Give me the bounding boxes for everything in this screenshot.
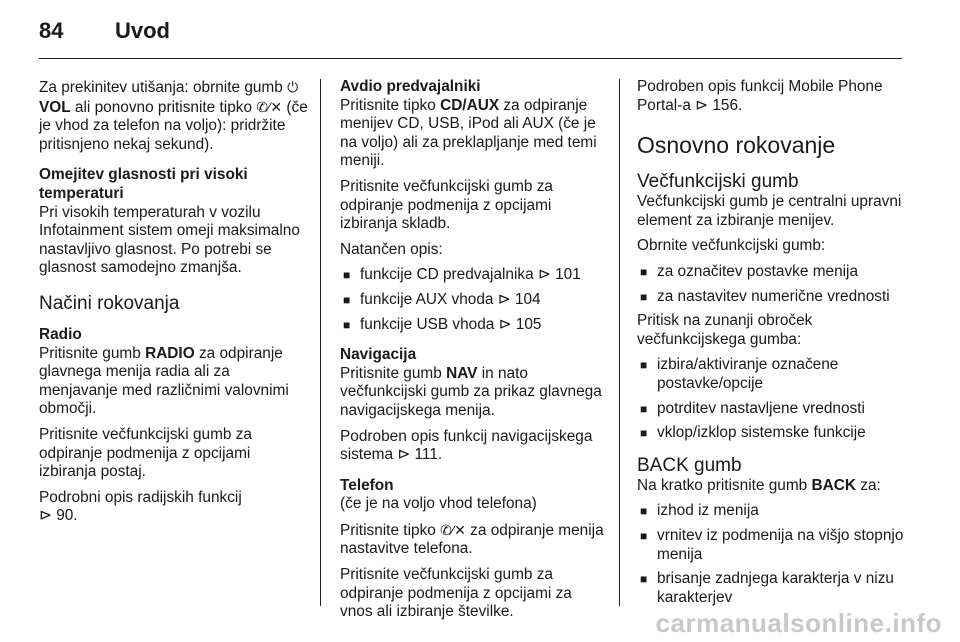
page-ref-link[interactable]: 156. bbox=[712, 96, 743, 114]
list-item: ■ potrditev nastavljene vrednosti bbox=[637, 400, 905, 419]
page-ref-arrow-icon: ⊳ bbox=[497, 290, 511, 308]
page-ref-link[interactable]: 90. bbox=[56, 507, 78, 525]
section-heading-basic-operation: Osnovno rokovanje bbox=[637, 132, 836, 159]
heading-back-button: BACK gumb bbox=[637, 454, 742, 476]
list-item: ■ izbira/aktiviranje označene postavke/opcije bbox=[637, 356, 905, 393]
heading-navigation: Navigacija bbox=[340, 346, 417, 364]
phone-mute-icon: ✆⁄✕ bbox=[256, 98, 283, 115]
paragraph-press-ring: Pritisk na zunanji obroček večfunkcijskega gumba: bbox=[637, 312, 813, 348]
list-item: ■ funkcije USB vhoda ⊳ 105 bbox=[340, 316, 605, 335]
back-button-list bbox=[637, 502, 905, 607]
watermark: carmanualsonline.info bbox=[655, 608, 942, 638]
paragraph-phone-submenu: Pritisnite večfunkcijski gumb za odpiranje podmenija z opcijami za vnos ali izbiranje številke. bbox=[340, 566, 572, 621]
page-ref-arrow-icon: ⊳ bbox=[498, 315, 512, 333]
power-icon: ⏻ bbox=[287, 79, 299, 95]
paragraph-radio: Pritisnite gumb RADIO za odpiranje glavnega menija radia ali za menjavanje med različnimi valovnimi območji. bbox=[39, 344, 289, 418]
section-heading-operating-modes: Načini rokovanja bbox=[39, 292, 180, 314]
header-rule bbox=[39, 58, 902, 59]
page-ref-arrow-icon: ⊳ bbox=[537, 266, 551, 284]
heading-radio: Radio bbox=[39, 325, 82, 343]
list-item: ■ funkcije CD predvajalnika ⊳ 101 bbox=[340, 266, 605, 285]
audio-function-list bbox=[340, 266, 605, 334]
chapter-title: Uvod bbox=[115, 18, 170, 43]
list-item: ■ funkcije AUX vhoda ⊳ 104 bbox=[340, 291, 605, 310]
list-item: ■ brisanje zadnjega karakterja v nizu karakterjev bbox=[637, 570, 905, 607]
page-ref-link[interactable]: 104 bbox=[514, 290, 541, 308]
paragraph-radio-submenu: Pritisnite večfunkcijski gumb za odpiranje podmenija z opcijami izbiranja postaj. bbox=[39, 425, 252, 481]
paragraph-phone-key: Pritisnite tipko ✆⁄✕ za odpiranje menija nastavitve telefona. bbox=[340, 521, 604, 558]
phone-mute-icon: ✆⁄✕ bbox=[440, 521, 466, 538]
paragraph-cd-aux: Pritisnite tipko CD/AUX za odpiranje menijev CD, USB, iPod ali AUX (če je na voljo) ali za preklapljanje med temi meniji. bbox=[340, 96, 597, 170]
paragraph-unmute: Za prekinitev utišanja: obrnite gumb ⏻ VOL ali ponovno pritisnite tipko ✆⁄✕ (če je vhod za telefon na voljo): pridržite pritisnjeno nekaj sekund). bbox=[39, 79, 308, 153]
paragraph-radio-ref: Podrobni opis radijskih funkcij ⊳ 90. bbox=[39, 488, 242, 525]
paragraph-phone-availability: (če je na voljo vhod telefona) bbox=[340, 495, 537, 513]
column-3 bbox=[637, 78, 905, 613]
page-ref-link[interactable]: 101 bbox=[555, 266, 581, 284]
heading-audio-players: Avdio predvajalniki bbox=[340, 78, 481, 95]
paragraph-track-submenu: Pritisnite večfunkcijski gumb za odpiranje podmenija z opcijami izbiranja skladb. bbox=[340, 177, 553, 233]
list-item: ■ vrnitev iz podmenija na višjo stopnjo menija bbox=[637, 527, 905, 564]
column-1 bbox=[39, 78, 309, 533]
page-ref-arrow-icon: ⊳ bbox=[397, 446, 411, 464]
list-item: ■ vklop/izklop sistemske funkcije bbox=[637, 424, 905, 443]
page-ref-arrow-icon: ⊳ bbox=[695, 96, 709, 114]
column-divider-1 bbox=[320, 79, 321, 606]
paragraph-detail-intro: Natančen opis: bbox=[340, 240, 443, 258]
paragraph-nav-ref: Podroben opis funkcij navigacijskega sistema ⊳ 111. bbox=[340, 427, 593, 464]
paragraph-back: Na kratko pritisnite gumb BACK za: bbox=[637, 476, 881, 494]
column-divider-2 bbox=[619, 79, 620, 606]
heading-multifunction-knob: Večfunkcijski gumb bbox=[637, 171, 799, 193]
paragraph-temperature: Pri visokih temperaturah v vozilu Infotainment sistem omeji maksimalno nastavljivo glasnost. Po potrebi se glasnost samodejno zmanjša. bbox=[39, 203, 300, 277]
list-item: ■ za označitev postavke menija bbox=[637, 263, 905, 282]
press-ring-list bbox=[637, 356, 905, 442]
heading-temperature-limit: Omejitev glasnosti pri visoki temperaturi bbox=[39, 166, 248, 202]
paragraph-turn-knob: Obrnite večfunkcijski gumb: bbox=[637, 237, 826, 255]
paragraph-knob-intro: Večfunkcijski gumb je centralni upravni element za izbiranje menijev. bbox=[637, 193, 902, 229]
list-item: ■ izhod iz menija bbox=[637, 502, 905, 521]
list-item: ■ za nastavitev numerične vrednosti bbox=[637, 288, 905, 307]
turn-knob-list bbox=[637, 263, 905, 306]
column-2 bbox=[340, 78, 605, 629]
page-ref-arrow-icon: ⊳ bbox=[39, 507, 52, 525]
paragraph-mobile-portal-ref: Podroben opis funkcij Mobile Phone Portal-a ⊳ 156. bbox=[637, 78, 883, 114]
page-number: 84 bbox=[39, 18, 64, 43]
page-ref-link[interactable]: 105 bbox=[515, 315, 542, 333]
paragraph-nav: Pritisnite gumb NAV in nato večfunkcijski gumb za prikaz glavnega navigacijskega menija. bbox=[340, 364, 602, 419]
page-ref-link[interactable]: 111. bbox=[414, 446, 443, 464]
heading-phone: Telefon bbox=[340, 476, 394, 494]
